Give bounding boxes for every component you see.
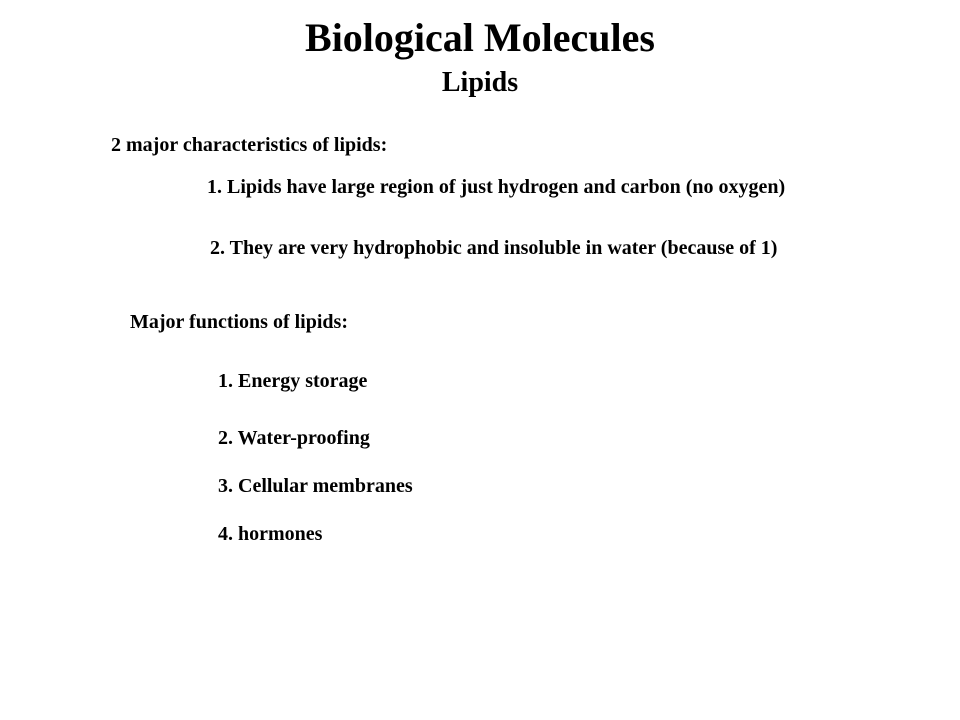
slide-subtitle: Lipids	[441, 67, 519, 98]
function-item: 3. Cellular membranes	[218, 475, 413, 497]
slide-title: Biological Molecules	[305, 15, 655, 60]
function-item: 1. Energy storage	[218, 370, 368, 392]
functions-heading: Major functions of lipids:	[130, 311, 348, 333]
characteristics-heading: 2 major characteristics of lipids:	[111, 134, 388, 156]
characteristic-item: 2. They are very hydrophobic and insoluble in water (because of 1)	[210, 237, 778, 259]
characteristic-item: 1. Lipids have large region of just hydrogen and carbon (no oxygen)	[207, 176, 786, 198]
function-item: 4. hormones	[218, 523, 323, 545]
function-item: 2. Water-proofing	[218, 427, 370, 449]
